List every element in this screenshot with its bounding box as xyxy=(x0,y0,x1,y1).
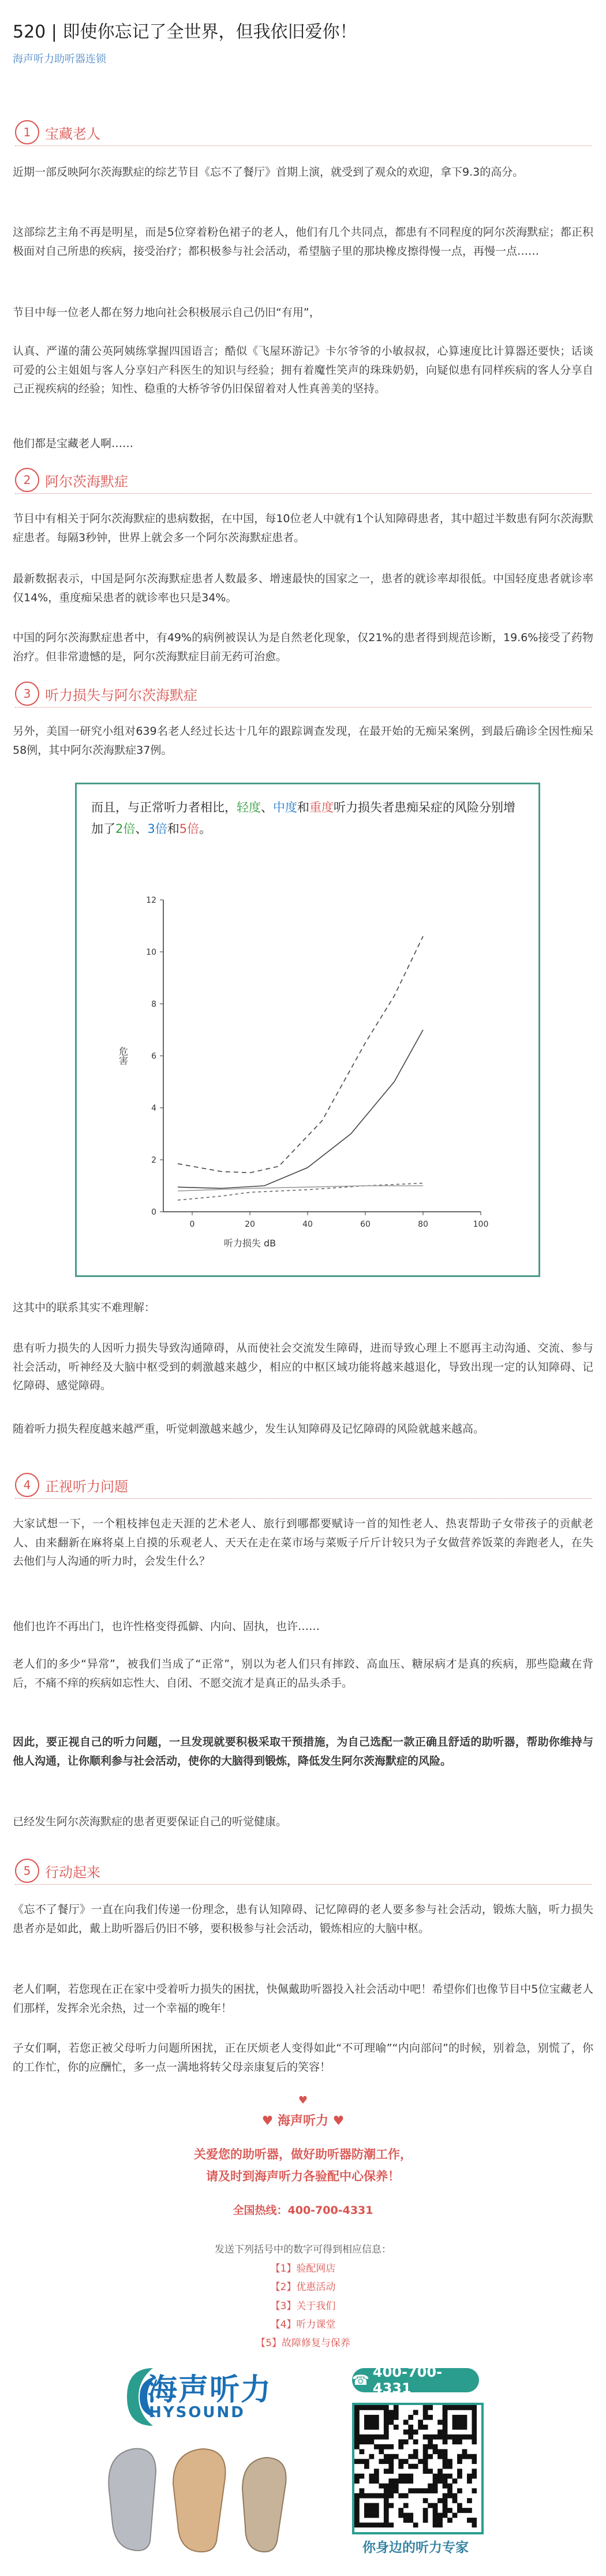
x-tick-label: 100 xyxy=(473,1220,489,1229)
paragraph: 子女们啊，若您正被父母听力问题所困扰，正在厌烦老人变得如此“不可理喻”“内向部问”的时候，别着急，别慌了，你的工作忙，你的应酬忙，多一点一满地将转父母亲康复后的笑容！ xyxy=(13,2042,593,2074)
paragraph: 已经发生阿尔茨海默症的患者更要保证自己的听觉健康。 xyxy=(13,1815,287,1828)
x-tick-label: 40 xyxy=(302,1220,313,1229)
x-tick-label: 80 xyxy=(418,1220,428,1229)
paragraph: 最新数据表示，中国是阿尔茨海默症患者人数最多、增速最快的国家之一，患者的就诊率却很低。中国轻度患者就诊率仅14%，重度痴呆患者的就诊率也只是34%。 xyxy=(13,572,593,604)
section-number-1: 1 xyxy=(15,120,39,144)
heart-icon: ♥ xyxy=(298,2094,308,2106)
x-tick-label: 0 xyxy=(189,1220,195,1229)
paragraph: 随着听力损失程度越来越严重，听觉刺激越来越少，发生认知障碍及记忆障碍的风险就越来越高。 xyxy=(13,1423,485,1435)
x-axis-label: 听力损失 dB xyxy=(223,1238,276,1249)
section-number-5: 5 xyxy=(15,1859,39,1883)
menu-item[interactable]: 【4】听力课堂 xyxy=(270,2318,336,2331)
paragraph: 这部综艺主角不再是明星，而是5位穿着粉色裙子的老人，他们有几个共同点，都患有不同程度的阿尔茨海默症；都正积极面对自己所患的疾病，接受治疗；都积极参与社会活动，希望脑子里的那块橡皮擦得慢一点，再慢一点…… xyxy=(13,226,593,258)
hearing-aid-icon xyxy=(109,2449,286,2552)
menu-item[interactable]: 【2】优惠活动 xyxy=(270,2281,336,2294)
phone-badge[interactable] xyxy=(352,2364,479,2396)
care-notice-1: 关爱您的助听器，做好助听器防潮工作， xyxy=(194,2147,412,2161)
source-link[interactable]: 海声听力助听器连锁 xyxy=(13,53,106,65)
logo-name-en: HYSOUND xyxy=(149,2404,245,2421)
caption-sep: 、 xyxy=(261,801,273,814)
slogan: 你身边的听力专家 xyxy=(362,2540,469,2555)
paragraph: 节目中每一位老人都在努力地向社会积极展示自己仍旧“有用”， xyxy=(13,306,320,319)
menu-list xyxy=(0,2259,606,2352)
y-tick-label: 4 xyxy=(151,1104,156,1113)
menu-item[interactable]: 【1】验配网店 xyxy=(270,2263,336,2275)
phone-icon: ☎ xyxy=(352,2372,369,2388)
page-title: 520 | 即使你忘记了全世界，但我依旧爱你！ xyxy=(13,22,357,42)
menu-intro: 发送下列括号中的数字可得到相应信息： xyxy=(215,2244,391,2255)
section-title-3: 听力损失与阿尔茨海默症 xyxy=(45,687,197,703)
y-tick-label: 10 xyxy=(146,948,156,957)
section-heading-3 xyxy=(15,682,197,706)
y-tick-label: 12 xyxy=(146,896,156,905)
y-tick-label: 2 xyxy=(151,1156,156,1165)
x-tick-label: 20 xyxy=(245,1220,255,1229)
y-tick-label: 6 xyxy=(151,1052,156,1061)
qr-pattern xyxy=(354,2405,477,2527)
section-heading-1 xyxy=(15,120,100,144)
caption-5x: 5倍 xyxy=(179,821,200,836)
paragraph: 老人们啊，若您现在正在家中受着听力损失的困扰，快佩戴助听器投入社会活动中吧！希望你们也像节目中5位宝藏老人们那样，发挥余光余热，过一个幸福的晚年！ xyxy=(13,1983,593,2015)
brand-line xyxy=(0,2111,606,2129)
paragraph-emphasis: 因此，要正视自己的听力问题，一旦发现就要积极采取干预措施，为自己选配一款正确且舒适的助听器，帮助你维持与他人沟通，让你顺利参与社会活动，使你的大脑得到锻炼，降低发生阿尔茨海默症的风险。 xyxy=(13,1736,593,1767)
x-tick-label: 60 xyxy=(360,1220,371,1229)
phone-number: 400-700-4331 xyxy=(372,2364,443,2396)
paragraph: 《忘不了餐厅》一直在向我们传递一份理念，患有认知障碍、记忆障碍的老人要多参与社会活动，锻炼大脑，听力损失患者亦是如此，戴上助听器后仍旧不够，要积极参与社会活动，锻炼相应的大脑中枢。 xyxy=(13,1903,593,1935)
section-title-5: 行动起来 xyxy=(45,1864,100,1881)
section-title-1: 宝藏老人 xyxy=(45,125,100,142)
section-heading-5 xyxy=(15,1859,100,1883)
menu-item[interactable]: 【3】关于我们 xyxy=(270,2300,336,2312)
caption-3x: 3倍 xyxy=(147,821,167,836)
caption-end: 。 xyxy=(199,821,212,836)
paragraph: 大家试想一下，一个粗枝摔包走天涯的艺术老人、旅行到哪都要赋诗一首的知性老人、热衷帮助子女带孩子的贡献老人、由来翻新在麻将桌上自摸的乐观老人、天天在走在菜市场与菜贩子斤斤计较只为子女做营养饭菜的奔跑老人，在失去他们与人沟通的听力时，会发生什么？ xyxy=(13,1517,593,1568)
brand-name: 海声听力 xyxy=(277,2114,328,2128)
hotline[interactable]: 全国热线：400-700-4331 xyxy=(233,2204,373,2217)
caption-mild: 轻度 xyxy=(237,801,261,814)
series-line-2 xyxy=(178,936,423,1173)
caption-text: 听力损失者患痴呆症的风险分别增加了 xyxy=(91,801,515,836)
chart-figure xyxy=(75,783,540,1277)
section-title-2: 阿尔茨海默症 xyxy=(45,473,128,490)
section-divider xyxy=(15,1498,592,1499)
section-number-4: 4 xyxy=(15,1473,39,1497)
caption-sep: 、 xyxy=(135,821,148,836)
section-heading-2 xyxy=(15,468,128,492)
caption-and: 和 xyxy=(297,801,309,814)
paragraph: 近期一部反映阿尔茨海默症的综艺节目《忘不了餐厅》首期上演，就受到了观众的欢迎，拿下9.3的高分。 xyxy=(13,166,524,178)
heart-icon: ♥ xyxy=(332,2114,345,2128)
paragraph: 患有听力损失的人因听力损失导致沟通障碍，从而使社会交流发生障碍，进而导致心理上不愿再主动沟通、交流、参与社会活动，听神经及大脑中枢受到的刺激越来越少，相应的中枢区域功能将越来越退化，导致出现一定的认知障碍、记忆障碍、感觉障碍。 xyxy=(13,1342,593,1393)
care-notice-2: 请及时到海声听力各验配中心保养！ xyxy=(206,2169,400,2183)
section-divider xyxy=(15,1884,592,1885)
caption-2x: 2倍 xyxy=(115,821,136,836)
section-title-4: 正视听力问题 xyxy=(45,1478,128,1495)
paragraph: 老人们的多少“异常”，被我们当成了“正常”，别以为老人们只有摔跤、高血压、糖尿病才是真的疾病，那些隐藏在背后，不痛不痒的疾病如忘性大、自闭、不愿交流才是真正的品头杀手。 xyxy=(13,1658,593,1689)
section-number-2: 2 xyxy=(15,468,39,492)
section-divider xyxy=(15,707,592,708)
logo-name-cn: 海声听力 xyxy=(147,2373,272,2407)
menu-item[interactable]: 【5】故障修复与保养 xyxy=(256,2337,350,2350)
section-heading-4 xyxy=(15,1473,128,1497)
paragraph: 另外，美国一研究小组对639名老人经过长达十几年的跟踪调查发现，在最开始的无痴呆案例，到最后确诊全因性痴呆58例，其中阿尔茨海默症37例。 xyxy=(13,725,593,757)
paragraph: 他们都是宝藏老人啊…… xyxy=(13,437,134,450)
series-line-1 xyxy=(178,1030,423,1189)
caption-and: 和 xyxy=(167,821,179,836)
line-chart xyxy=(77,784,538,1275)
paragraph: 他们也许不再出门，也许性格变得孤僻、内向、固执，也许…… xyxy=(13,1620,320,1633)
caption-severe: 重度 xyxy=(309,801,334,814)
paragraph: 节目中有相关于阿尔茨海默症的患病数据，在中国，每10位老人中就有1个认知障碍患者，其中超过半数患有阿尔茨海默症患者。每隔3秒钟，世界上就会多一个阿尔茨海默症患者。 xyxy=(13,512,593,544)
y-tick-label: 0 xyxy=(151,1208,156,1217)
caption-text: 而且，与正常听力者相比， xyxy=(91,801,237,814)
section-number-3: 3 xyxy=(15,682,39,706)
paragraph: 中国的阿尔茨海默症患者中，有49%的病例被误认为是自然老化现象，仅21%的患者得到规范诊断，19.6%接受了药物治疗。但非常遗憾的是，阿尔茨海默症目前无药可治愈。 xyxy=(13,631,593,663)
y-axis-label: 危害 xyxy=(117,1047,129,1065)
y-tick-label: 8 xyxy=(151,1000,156,1009)
qr-code-icon[interactable] xyxy=(352,2403,484,2534)
paragraph: 这其中的联系其实不难理解： xyxy=(13,1301,156,1314)
section-divider xyxy=(15,493,592,494)
caption-moderate: 中度 xyxy=(273,801,297,814)
paragraph: 认真、严谨的蒲公英阿姨练掌握四国语言；酷似《飞屋环游记》卡尔爷爷的小敏叔叔，心算速度比计算器还要快；话谈可爱的公主姐姐与客人分享妇产科医生的知识与经验；拥有着魔性笑声的珠珠奶奶，向疑似患有同样疾病的客人分享自己正视疾病的经验；知性、稳重的大桥爷爷仍旧保留着对人性真善美的坚持。 xyxy=(13,345,593,396)
heart-icon: ♥ xyxy=(261,2114,274,2128)
